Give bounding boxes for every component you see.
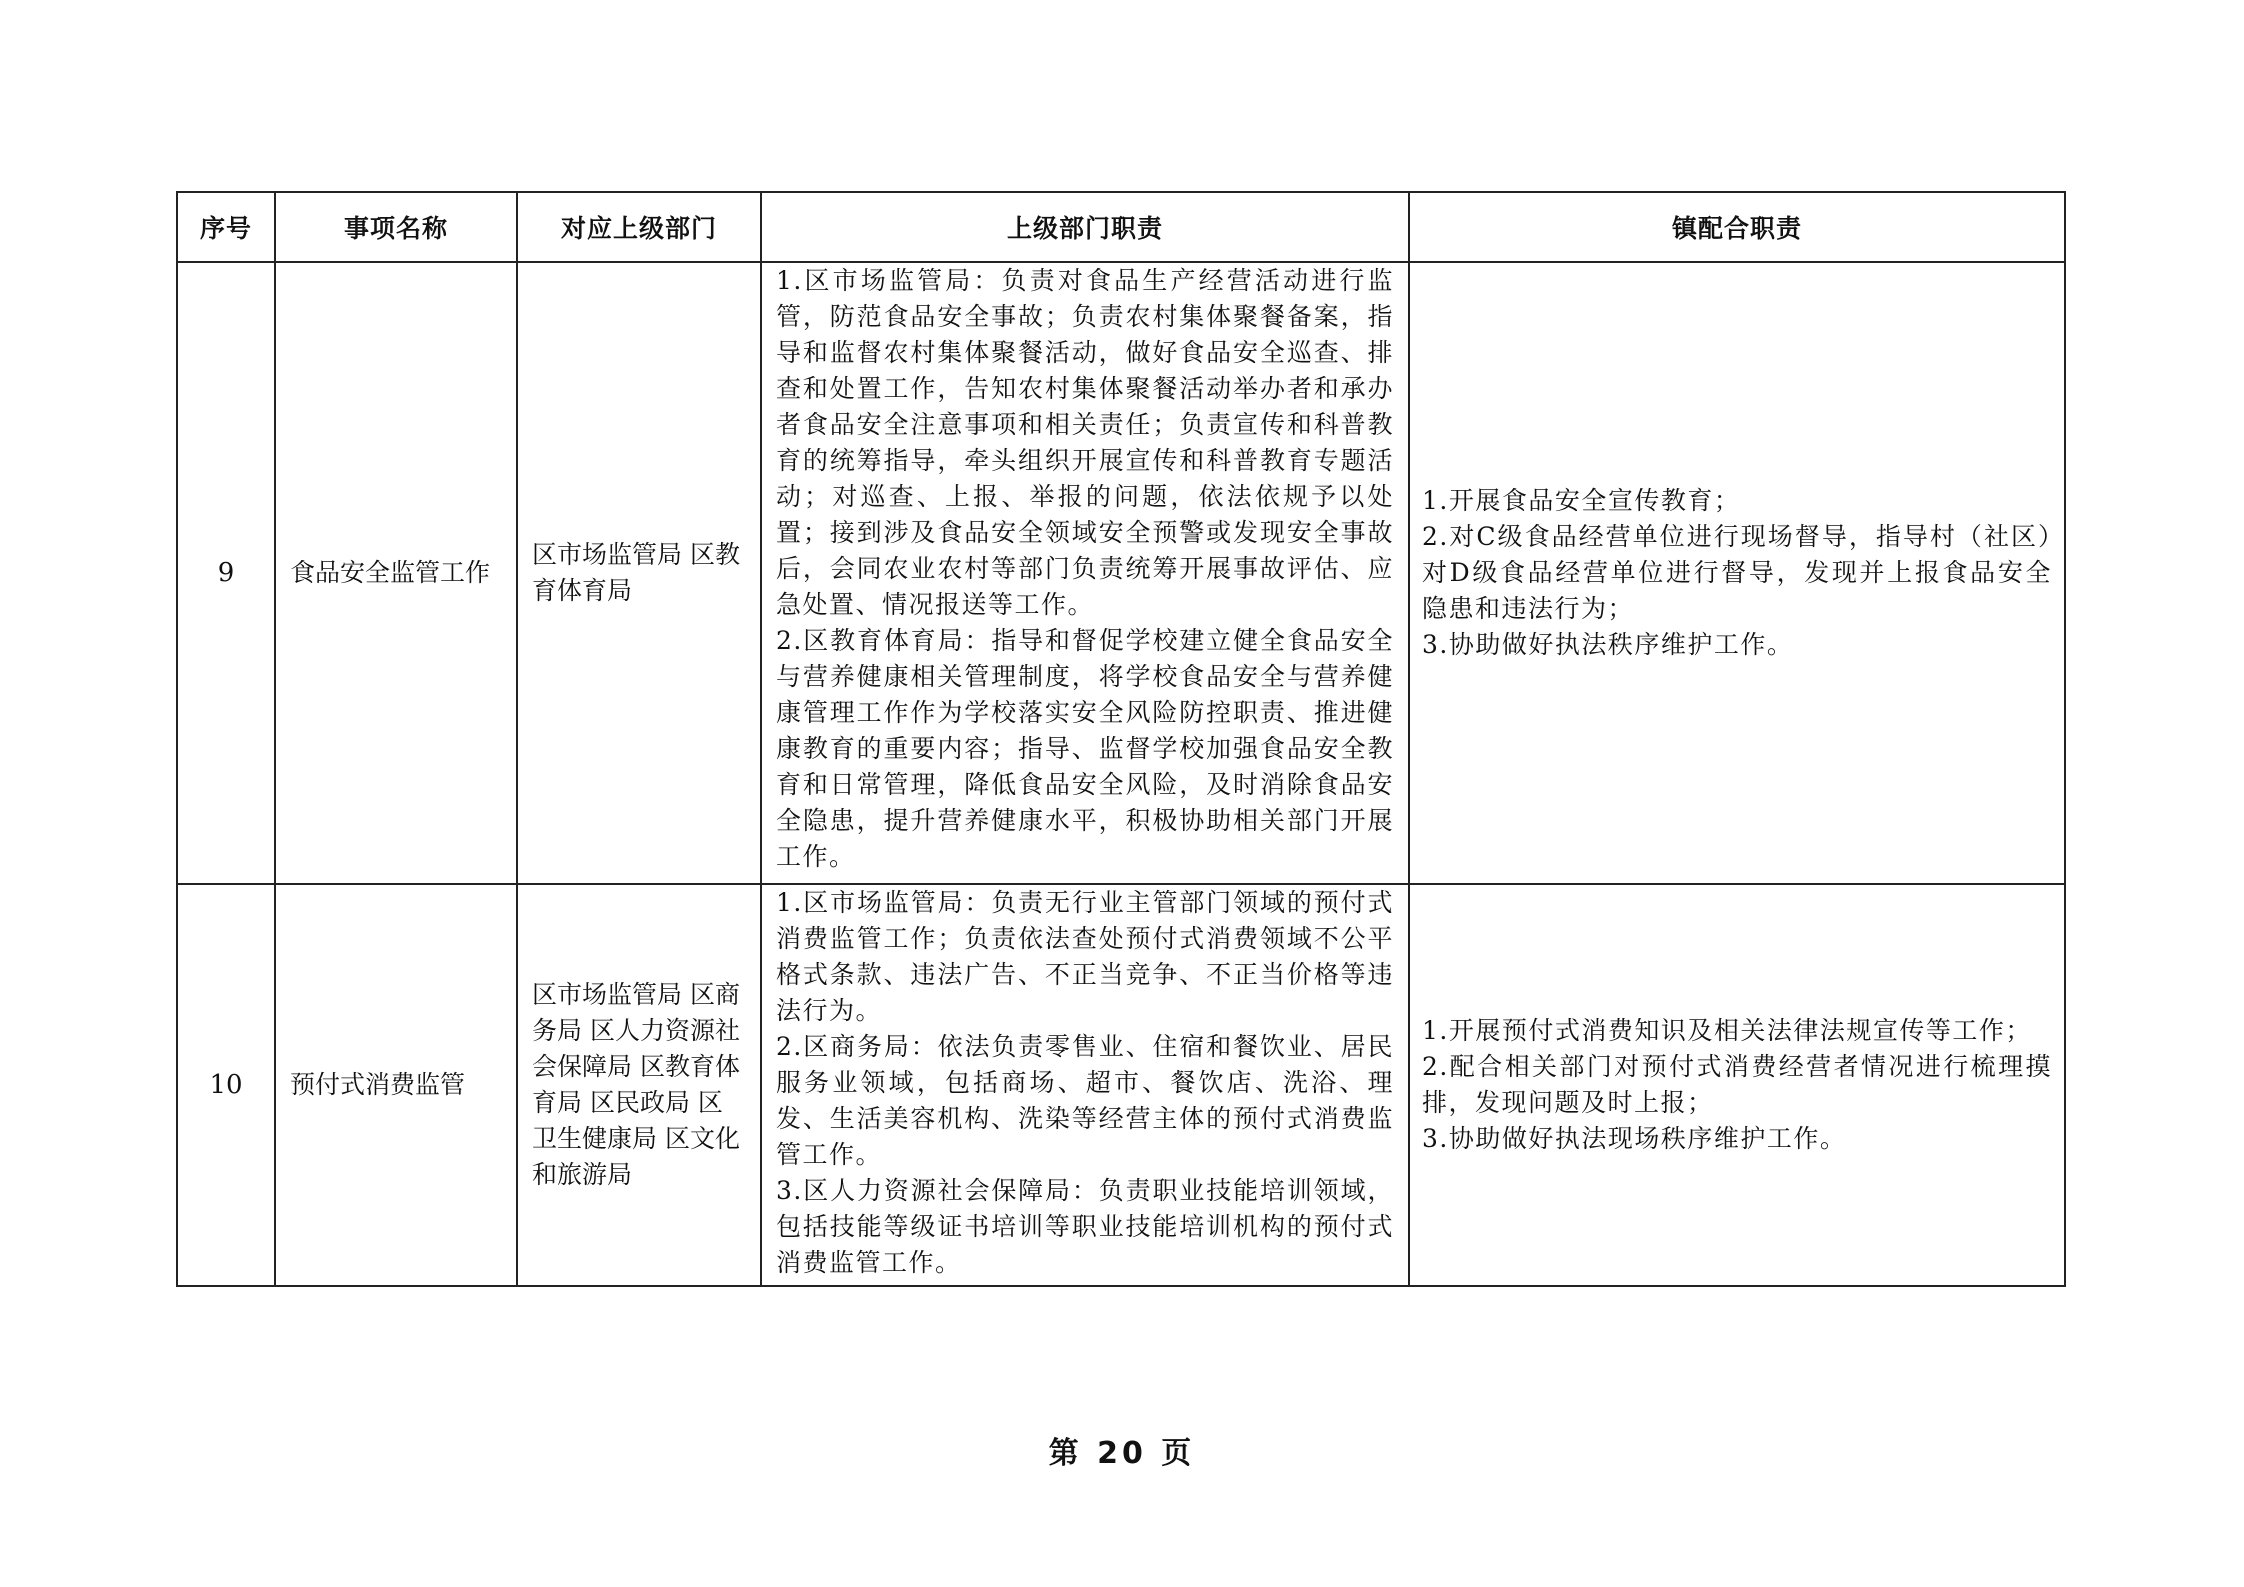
header-town-duties: 镇配合职责 bbox=[1409, 192, 2065, 262]
superior-dept: 区市场监管局 区教育体育局 bbox=[517, 262, 761, 884]
page-number: 第 20 页 bbox=[1048, 1436, 1196, 1471]
table-row bbox=[177, 884, 2065, 1286]
superior-duties-cell bbox=[761, 262, 1409, 884]
superior-duties-cell bbox=[761, 884, 1409, 1286]
duty-paragraph: 3.区人力资源社会保障局：负责职业技能培训领域，包括技能等级证书培训等职业技能培训机构的预付式消费监管工作。 bbox=[776, 1176, 1394, 1277]
superior-dept: 区市场监管局 区商务局 区人力资源社会保障局 区教育体育局 区民政局 区卫生健康局 区文化和旅游局 bbox=[517, 884, 761, 1286]
row-number: 9 bbox=[177, 262, 275, 884]
town-duty-item: 3.协助做好执法现场秩序维护工作。 bbox=[1422, 1124, 1847, 1153]
duty-paragraph: 1.区市场监管局：负责无行业主管部门领域的预付式消费监管工作；负责依法查处预付式消费领域不公平格式条款、违法广告、不正当竞争、不正当价格等违法行为。 bbox=[776, 888, 1394, 1025]
town-duty-item: 2.对C级食品经营单位进行现场督导，指导村（社区）对D级食品经营单位进行督导，发现并上报食品安全隐患和违法行为； bbox=[1422, 522, 2052, 623]
town-duty-item: 1.开展预付式消费知识及相关法律法规宣传等工作； bbox=[1422, 1016, 2032, 1045]
header-superior-duties: 上级部门职责 bbox=[761, 192, 1409, 262]
duty-paragraph: 2.区教育体育局：指导和督促学校建立健全食品安全与营养健康相关管理制度，将学校食品安全与营养健康管理工作作为学校落实安全风险防控职责、推进健康教育的重要内容；指导、监督学校加强食品安全教育和日常管理，降低食品安全风险，及时消除食品安全隐患，提升营养健康水平，积极协助相关部门开展工作。 bbox=[776, 626, 1394, 871]
town-duties-cell bbox=[1409, 884, 2065, 1286]
duty-paragraph: 1.区市场监管局：负责对食品生产经营活动进行监管，防范食品安全事故；负责农村集体聚餐备案，指导和监督农村集体聚餐活动，做好食品安全巡查、排查和处置工作，告知农村集体聚餐活动举办者和承办者食品安全注意事项和相关责任；负责宣传和科普教育的统筹指导，牵头组织开展宣传和科普教育专题活动；对巡查、上报、举报的问题，依法依规予以处置；接到涉及食品安全领域安全预警或发现安全事故后，会同农业农村等部门负责统筹开展事故评估、应急处置、情况报送等工作。 bbox=[776, 266, 1394, 619]
header-superior-dept: 对应上级部门 bbox=[517, 192, 761, 262]
duty-table bbox=[176, 191, 2066, 1287]
header-item-name: 事项名称 bbox=[275, 192, 517, 262]
table-row bbox=[177, 262, 2065, 884]
duty-paragraph: 2.区商务局：依法负责零售业、住宿和餐饮业、居民服务业领域，包括商场、超市、餐饮店、洗浴、理发、生活美容机构、洗染等经营主体的预付式消费监管工作。 bbox=[776, 1032, 1394, 1169]
row-number: 10 bbox=[177, 884, 275, 1286]
table-header-row bbox=[177, 192, 2065, 262]
town-duty-item: 2.配合相关部门对预付式消费经营者情况进行梳理摸排，发现问题及时上报； bbox=[1422, 1052, 2052, 1117]
town-duty-item: 3.协助做好执法秩序维护工作。 bbox=[1422, 630, 1794, 659]
item-name: 食品安全监管工作 bbox=[275, 262, 517, 884]
town-duties-cell bbox=[1409, 262, 2065, 884]
header-number: 序号 bbox=[177, 192, 275, 262]
item-name: 预付式消费监管 bbox=[275, 884, 517, 1286]
town-duty-item: 1.开展食品安全宣传教育； bbox=[1422, 486, 1741, 515]
